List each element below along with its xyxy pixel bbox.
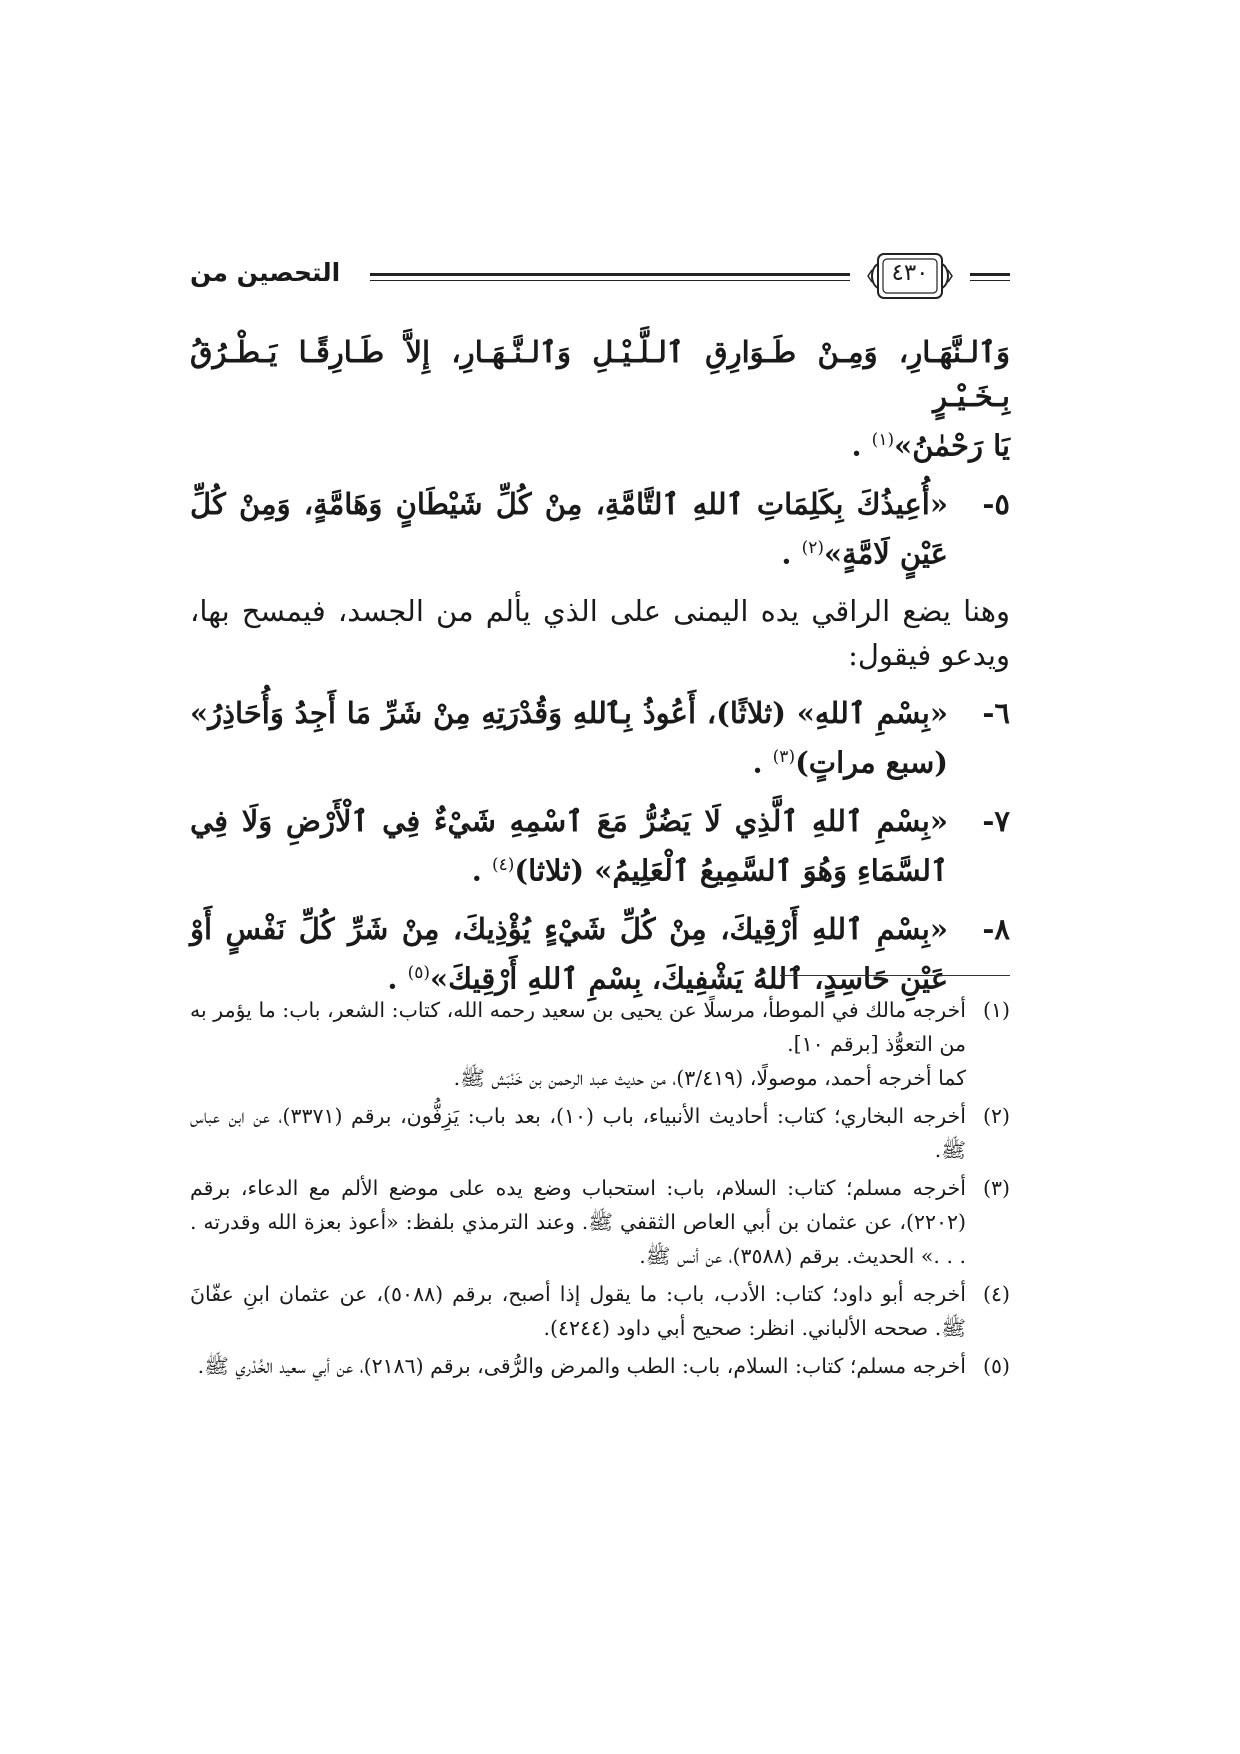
footnote-text: كما أخرجه أحمد، موصولًا، (٣/٤١٩)، من حديث عبد الرحمن بن خَنْبَش ﷺ. [453,1066,966,1090]
footnote-text: أخرجه مسلم؛ كتاب: السلام، باب: استحباب وضع يده على موضع الألم مع الدعاء، برقم (٢٢٠٢)، عن عثمان بن أبي العاص الثقفي ﷺ. وعند الترمذي بلفظ: «أعوذ بعزة الله وقدرته . . . .» الحديث. برقم (٣٥٨٨)، عن أنس ﷺ. [190,1176,966,1268]
supplication-item-6 [190,691,1010,785]
footnote-text: أخرجه مالك في الموطأ، مرسلًا عن يحيى بن سعيد رحمه الله، كتاب: الشعر، باب: ما يؤمر به من التعوُّذ [برقم ١٠]. [190,998,966,1056]
footnote-number: (٥) [982,1354,1010,1378]
footnote-separator [780,975,1010,976]
continued-line-1: وَٱلـنَّهَـارِ، وَمِـنْ طَـوَارِقِ ٱلـلَّـيْـلِ وَٱلـنَّـهَـارِ، إِلاَّ طَـارِقًـا يَـطْـرُقُ بِـخَـيْـرٍ [190,335,1010,413]
main-text [190,330,1010,1014]
footnote-number: (٣) [982,1176,1010,1200]
header-rule-left [370,273,850,281]
item-text: «بِسْمِ ٱللهِ» (ثلاثًا)، أَعُوذُ بِٱللهِ وَقُدْرَتِهِ مِنْ شَرِّ مَا أَجِدُ وَأُحَاذِرُ» (سبع مراتٍ) [190,696,948,780]
page-number: ٤٣٠ [891,260,929,286]
footnote-number: (١) [982,998,1010,1022]
footnote-ref-5: (٥) [407,962,431,983]
footnote-number: (٢) [982,1104,1010,1128]
period: . [851,428,862,463]
footnote-4 [190,1277,1010,1345]
footnote-ref-4: (٤) [492,854,515,875]
footnote-ref-1: (١) [871,430,895,450]
footnote-text: أخرجه مسلم؛ كتاب: السلام، باب: الطب والمرض والرُّقى، برقم (٢١٨٦)، عن أبي سعيد الخُدْري ﷺ. [197,1354,966,1378]
footnote-text: أخرجه أبو داود؛ كتاب: الأدب، باب: ما يقول إذا أصبح، برقم (٥٠٨٨)، عن عثمان ابنِ عفّانَ ﷺ. صححه الألباني. انظر: صحيح أبي داود (٤٢٤٤). [190,1282,966,1340]
continued-line-2: يَا رَحْمٰنُ» [894,428,1010,463]
supplication-item-8 [190,907,1010,1001]
item-number: ٥- [982,486,1010,521]
footnote-number: (٤) [982,1282,1010,1306]
header-rule-right [970,273,1010,281]
item-text: «بِسْمِ ٱللهِ أَرْقِيكَ، مِنْ كُلِّ شَيْءٍ يُؤْذِيكَ، مِنْ شَرِّ كُلِّ نَفْسٍ أَوْ عَيْنِ حَاسِدٍ، ٱللهُ يَشْفِيكَ، بِسْمِ ٱللهِ أَرْقِيكَ» [190,911,948,996]
period: . [387,961,398,996]
running-header [190,248,1010,304]
item-text: «بِسْمِ ٱللهِ ٱلَّذِي لَا يَضُرُّ مَعَ ٱسْمِهِ شَيْءٌ فِي ٱلْأَرْضِ وَلَا فِي ٱلسَّمَاءِ وَهُوَ ٱلسَّمِيعُ ٱلْعَلِيمُ» (ثلاثا) [190,803,948,888]
supplication-item-5 [190,482,1010,576]
footnote-2 [190,1099,1010,1167]
item-number: ٧- [982,803,1010,838]
period: . [471,853,482,888]
footnote-1 [190,993,1010,1095]
period: . [781,536,792,571]
supplication-item-7 [190,799,1010,893]
instruction-paragraph: وهنا يضع الراقي يده اليمنى على الذي يألم من الجسد، فيمسح بها، ويدعو فيقول: [190,594,1010,673]
item-number: ٨- [982,911,1010,946]
item-number: ٦- [982,696,1010,731]
period: . [752,745,763,780]
page-number-ornament [866,250,954,302]
footnote-3 [190,1171,1010,1273]
footnote-5 [190,1349,1010,1383]
footnotes [190,993,1010,1387]
footnote-ref-2: (٢) [801,537,825,558]
continued-supplication [190,330,1010,468]
item-text: «أُعِيذُكَ بِكَلِمَاتِ ٱللهِ ٱلتَّامَّةِ، مِنْ كُلِّ شَيْطَانٍ وَهَامَّةٍ، وَمِنْ كُلِّ عَيْنٍ لَامَّةٍ» [190,486,948,571]
footnote-ref-3: (٣) [772,747,796,768]
running-title: التحصين من [190,258,341,287]
footnote-text: أخرجه البخاري؛ كتاب: أحاديث الأنبياء، باب (١٠)، بعد باب: يَزِفُّون، برقم (٣٣٧١)، عن ابن عباس ﷺ. [190,1104,966,1162]
